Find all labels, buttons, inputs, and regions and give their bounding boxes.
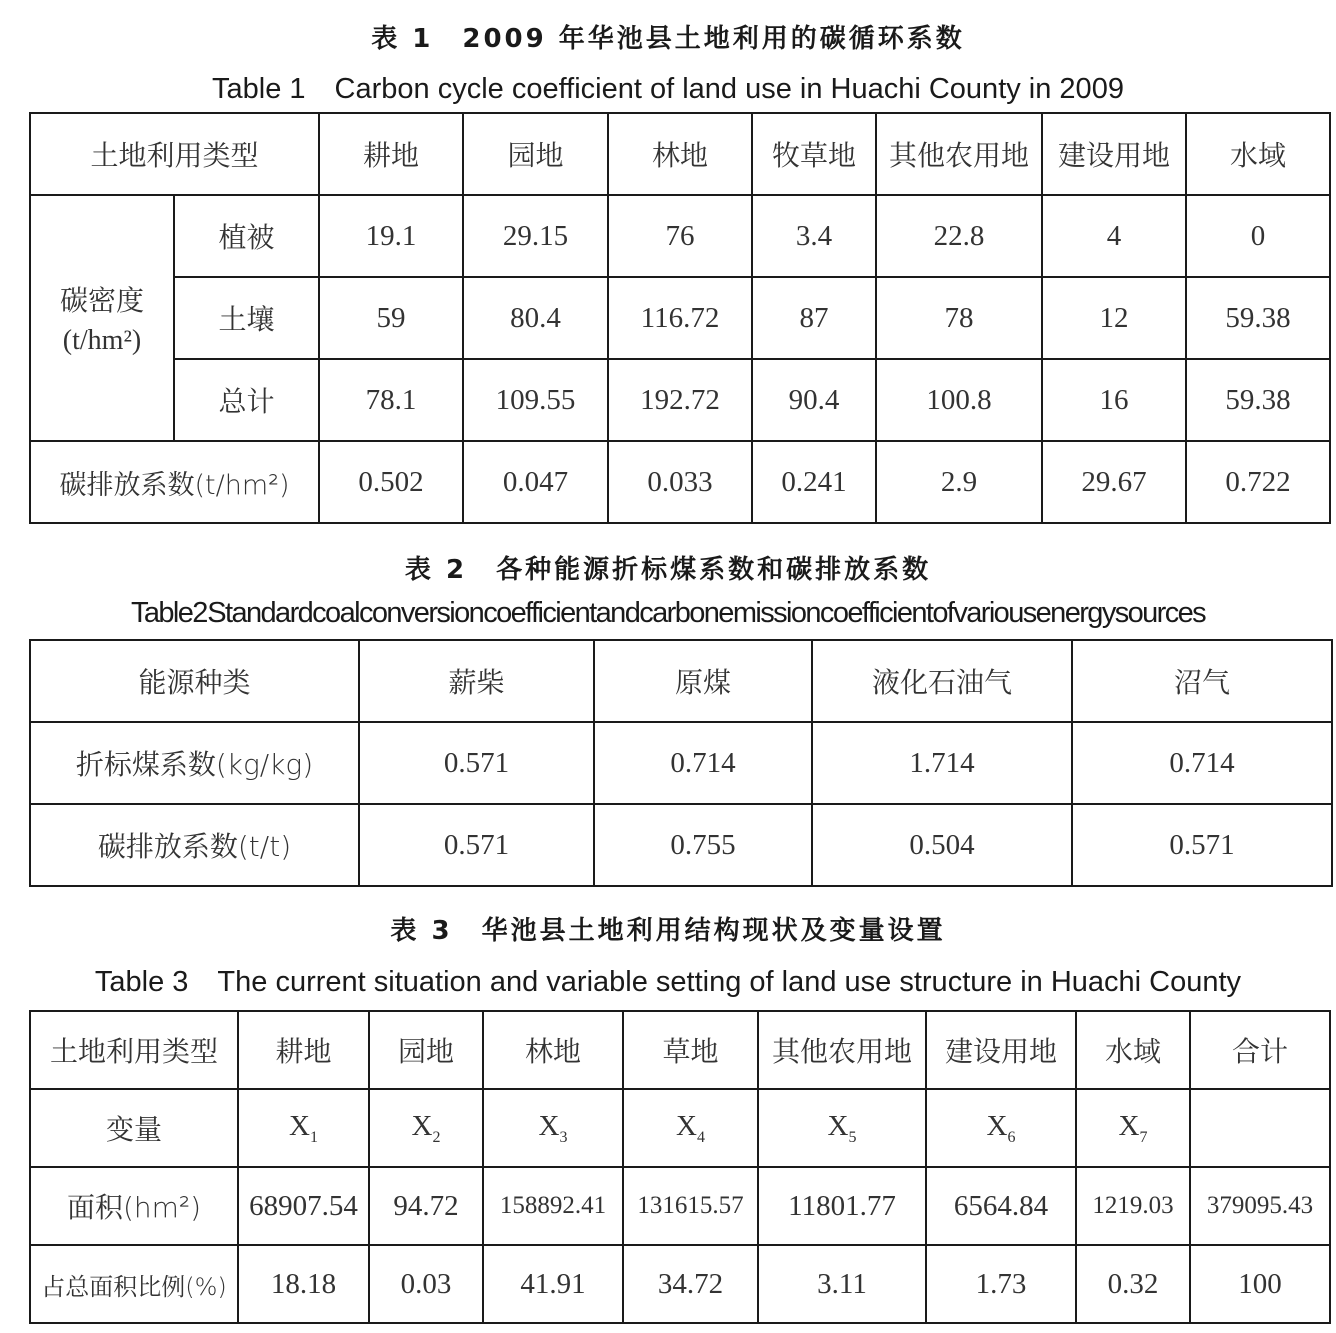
table3-header-label: 土地利用类型: [30, 1011, 238, 1089]
cell: 80.4: [463, 277, 608, 359]
row-label: 碳排放系数(t/hm²): [30, 441, 319, 523]
cell: 78: [876, 277, 1042, 359]
variable-cell: $X_5$: [758, 1089, 926, 1167]
cell: 94.72: [369, 1167, 483, 1245]
variable-cell: [1190, 1089, 1330, 1167]
cell: 0.504: [812, 804, 1072, 886]
row-label: 占总面积比例(%): [30, 1245, 238, 1323]
cell: 90.4: [752, 359, 876, 441]
cell: 6564.84: [926, 1167, 1076, 1245]
cell: 18.18: [238, 1245, 369, 1323]
cell: 0.571: [1072, 804, 1332, 886]
table1: [29, 112, 1331, 524]
cell: 100.8: [876, 359, 1042, 441]
cell: 4: [1042, 195, 1186, 277]
table2: [29, 639, 1333, 887]
cell: 116.72: [608, 277, 752, 359]
table3-col-header: 水域: [1076, 1011, 1190, 1089]
group-label-line2: (t/hm²): [62, 325, 142, 356]
cell: 87: [752, 277, 876, 359]
cell: 0: [1186, 195, 1330, 277]
variable-cell: $X_6$: [926, 1089, 1076, 1167]
table-row: [30, 804, 1332, 886]
table-row: [30, 195, 1330, 277]
cell: 12: [1042, 277, 1186, 359]
row-label: 折标煤系数(kg/kg): [30, 722, 359, 804]
table-row: [30, 1167, 1330, 1245]
table1-header-label: 土地利用类型: [30, 113, 319, 195]
cell: 0.03: [369, 1245, 483, 1323]
cell: 0.033: [608, 441, 752, 523]
table-row: [30, 722, 1332, 804]
cell: 16: [1042, 359, 1186, 441]
table1-col-header: 其他农用地: [876, 113, 1042, 195]
cell: 76: [608, 195, 752, 277]
cell: 29.67: [1042, 441, 1186, 523]
table1-col-header: 耕地: [319, 113, 463, 195]
cell: 34.72: [623, 1245, 758, 1323]
table2-caption-cn: 表 2 各种能源折标煤系数和碳排放系数: [404, 555, 932, 585]
table1-caption-en: Table 1 Carbon cycle coefficient of land use in Huachi County in 2009: [212, 73, 1124, 105]
group-label-line1: 碳密度: [59, 284, 144, 317]
cell: 59: [319, 277, 463, 359]
table2-caption-en: Table2 Standardcoalconversioncoefficientandcarbonemissioncoefficientofvariousenergysources: [130, 597, 1206, 629]
cell: 131615.57: [623, 1167, 758, 1245]
cell: 0.714: [594, 722, 812, 804]
variable-cell: $X_3$: [483, 1089, 623, 1167]
table3-caption-en: Table 3 The current situation and variable setting of land use structure in Huachi County: [94, 966, 1242, 998]
table3-col-header: 合计: [1190, 1011, 1330, 1089]
row-label: 面积(hm²): [30, 1167, 238, 1245]
cell: 0.722: [1186, 441, 1330, 523]
cell: 192.72: [608, 359, 752, 441]
table3-col-header: 其他农用地: [758, 1011, 926, 1089]
cell: 158892.41: [483, 1167, 623, 1245]
cell: 19.1: [319, 195, 463, 277]
cell: 22.8: [876, 195, 1042, 277]
variable-cell: $X_1$: [238, 1089, 369, 1167]
table2-col-header: 沼气: [1072, 640, 1332, 722]
variable-cell: $X_7$: [1076, 1089, 1190, 1167]
cell: 59.38: [1186, 359, 1330, 441]
cell: 1219.03: [1076, 1167, 1190, 1245]
cell: 1.73: [926, 1245, 1076, 1323]
table2-header-label: 能源种类: [30, 640, 359, 722]
table1-col-header: 园地: [463, 113, 608, 195]
cell: 59.38: [1186, 277, 1330, 359]
table3-col-header: 林地: [483, 1011, 623, 1089]
table3-col-header: 建设用地: [926, 1011, 1076, 1089]
cell: 11801.77: [758, 1167, 926, 1245]
table1-col-header: 牧草地: [752, 113, 876, 195]
cell: 2.9: [876, 441, 1042, 523]
table-row: [30, 277, 1330, 359]
cell: 379095.43: [1190, 1167, 1330, 1245]
table-row: [30, 359, 1330, 441]
table1-col-header: 水域: [1186, 113, 1330, 195]
table2-col-header: 原煤: [594, 640, 812, 722]
table-row: [30, 441, 1330, 523]
cell: 3.4: [752, 195, 876, 277]
table2-col-header: 薪柴: [359, 640, 594, 722]
cell: 41.91: [483, 1245, 623, 1323]
cell: 68907.54: [238, 1167, 369, 1245]
cell: 0.571: [359, 722, 594, 804]
cell: 29.15: [463, 195, 608, 277]
cell: 78.1: [319, 359, 463, 441]
table-row: [30, 1089, 1330, 1167]
table1-col-header: 建设用地: [1042, 113, 1186, 195]
variable-cell: $X_4$: [623, 1089, 758, 1167]
row-label: 植被: [174, 195, 319, 277]
table1-group-label: [30, 195, 174, 441]
table3-caption-cn: 表 3 华池县土地利用结构现状及变量设置: [390, 916, 946, 946]
table2-col-header: 液化石油气: [812, 640, 1072, 722]
cell: 3.11: [758, 1245, 926, 1323]
row-label: 总计: [174, 359, 319, 441]
table-row: [30, 1245, 1330, 1323]
table1-caption-cn: 表 1 2009 年华池县土地利用的碳循环系数: [371, 24, 965, 54]
variable-cell: $X_2$: [369, 1089, 483, 1167]
table3-col-header: 园地: [369, 1011, 483, 1089]
row-label: 变量: [30, 1089, 238, 1167]
table3-col-header: 草地: [623, 1011, 758, 1089]
cell: 0.571: [359, 804, 594, 886]
cell: 0.32: [1076, 1245, 1190, 1323]
cell: 109.55: [463, 359, 608, 441]
cell: 0.714: [1072, 722, 1332, 804]
row-label: 土壤: [174, 277, 319, 359]
cell: 0.241: [752, 441, 876, 523]
cell: 0.502: [319, 441, 463, 523]
table3: [29, 1010, 1331, 1324]
table1-col-header: 林地: [608, 113, 752, 195]
table3-col-header: 耕地: [238, 1011, 369, 1089]
cell: 100: [1190, 1245, 1330, 1323]
cell: 1.714: [812, 722, 1072, 804]
row-label: 碳排放系数(t/t): [30, 804, 359, 886]
cell: 0.047: [463, 441, 608, 523]
cell: 0.755: [594, 804, 812, 886]
